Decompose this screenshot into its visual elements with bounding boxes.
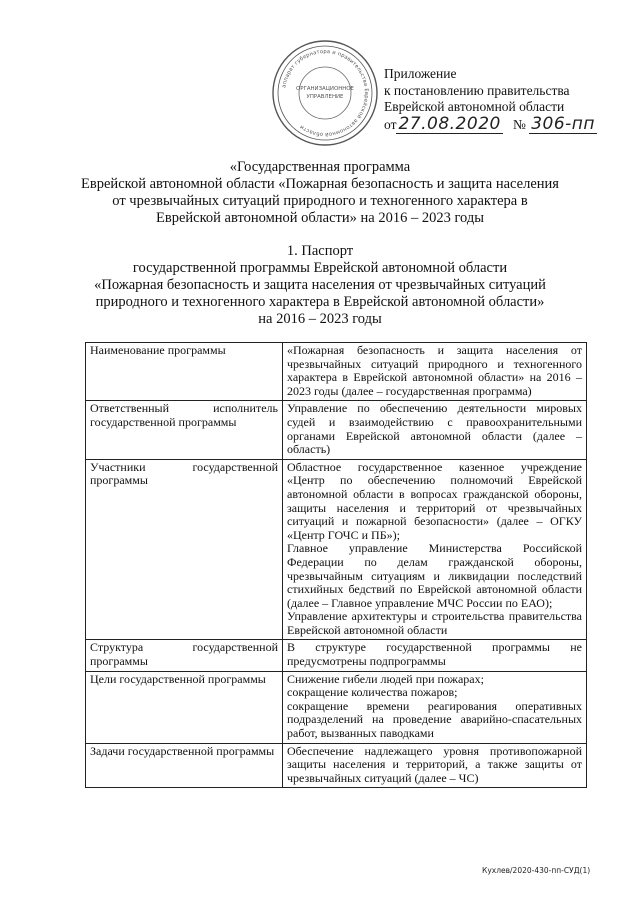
document-number [529,113,597,134]
table-row [86,343,587,401]
row-value-line: сокращение количества пожаров; [287,685,458,700]
from-label: от [384,116,397,132]
row-value-line: Управление архитектуры и строительства правительства Еврейской автономной области [287,609,582,637]
row-value-line: В структуре государственной программы не предусмотрены подпрограммы [287,640,582,669]
table-row [86,459,587,640]
program-title-line: Еврейской автономной области» на 2016 – 2023 годы [156,210,484,226]
row-value [283,640,587,671]
appendix-line-3: Еврейской автономной области [384,99,565,114]
appendix-header [384,66,597,134]
handwritten-number: 306-пп [531,113,596,134]
passport-title-line: 1. Паспорт [286,243,354,259]
handwritten-date: 27.08.2020 [398,113,501,134]
organizational-department-stamp [270,38,380,148]
row-value [283,459,587,640]
table-row [86,640,587,671]
passport-title-line: на 2016 – 2023 годы [258,311,382,327]
row-value [283,743,587,788]
program-title-line: от чрезвычайных ситуаций природного и техногенного характера в [112,193,528,209]
appendix-date-number-line [384,113,597,134]
row-label: Задачи государственной программы [86,743,283,788]
row-label: Участники государственной программы [86,459,283,640]
passport-title-line: «Пожарная безопасность и защита населения от чрезвычайных ситуаций [94,277,546,293]
row-value [283,401,587,459]
table-row [86,671,587,743]
row-value-line: Снижение гибели людей при пожарах; [287,671,484,686]
program-title [60,159,580,227]
row-value-line: Обеспечение надлежащего уровня противопожарной защиты населения и территорий, а также защиты от чрезвычайных ситуаций (далее – ЧС) [287,743,582,785]
passport-title-line: природного и техногенного характера в Еврейской автономной области» [95,294,545,310]
appendix-line-1: Приложение [384,66,457,81]
row-value [283,671,587,743]
program-title-line: «Государственная программа [229,159,411,175]
row-label: Ответственный исполнитель государственной программы [86,401,283,459]
table-row [86,743,587,788]
program-title-line: Еврейской автономной области «Пожарная безопасность и защита населения [81,176,559,192]
table-row [86,401,587,459]
svg-text:ОРГАНИЗАЦИОННОЕ: ОРГАНИЗАЦИОННОЕ [296,86,354,92]
row-value [283,343,587,401]
document-footer-code: Кухлев/2020-430-пп-СУД(1) [482,866,591,875]
row-value-line: Главное управление Министерства Российской Федерации по делам гражданской обороны, чрезвычайным ситуациям и ликвидации последствий стихийных бедствий по Еврейской автономной области (далее – Главное управление МЧС России по ЕАО); [287,541,582,610]
row-value-line: сокращение времени реагирования оперативных подразделений на проведение аварийно-спасательных работ, вызванных паводками [287,698,582,741]
appendix-line-2: к постановлению правительства [384,82,570,98]
passport-title [60,243,580,328]
passport-title-line: государственной программы Еврейской автономной области [132,260,508,276]
number-label: № [512,116,526,132]
signature-date [396,113,502,134]
passport-table [85,342,587,788]
svg-text:УПРАВЛЕНИЕ: УПРАВЛЕНИЕ [306,94,344,100]
row-label: Цели государственной программы [86,671,283,743]
row-label: Структура государственной программы [86,640,283,671]
row-label: Наименование программы [86,343,283,401]
row-value-line: Областное государственное казенное учреждение «Центр по обеспечению полномочий Еврейской автономной области в вопросах гражданской обороны, защиты населения и территорий от чрезвычайных ситуаций и пожарной безопасности» (далее – ОГКУ «Центр ГОЧС и ПБ»); [287,459,582,542]
row-value-line: «Пожарная безопасность и защита населения от чрезвычайных ситуаций природного и техногенного характера в Еврейской автономной области» на 2016 – 2023 годы (далее – государственная программа) [287,343,582,398]
svg-text:аппарат губернатора и правител: аппарат губернатора и правительства Еврейской автономной области [281,48,370,138]
row-value-line: Управление по обеспечению деятельности мировых судей и взаимодействию с правоохранительными органами Еврейской автономной области (далее – область) [287,401,582,457]
